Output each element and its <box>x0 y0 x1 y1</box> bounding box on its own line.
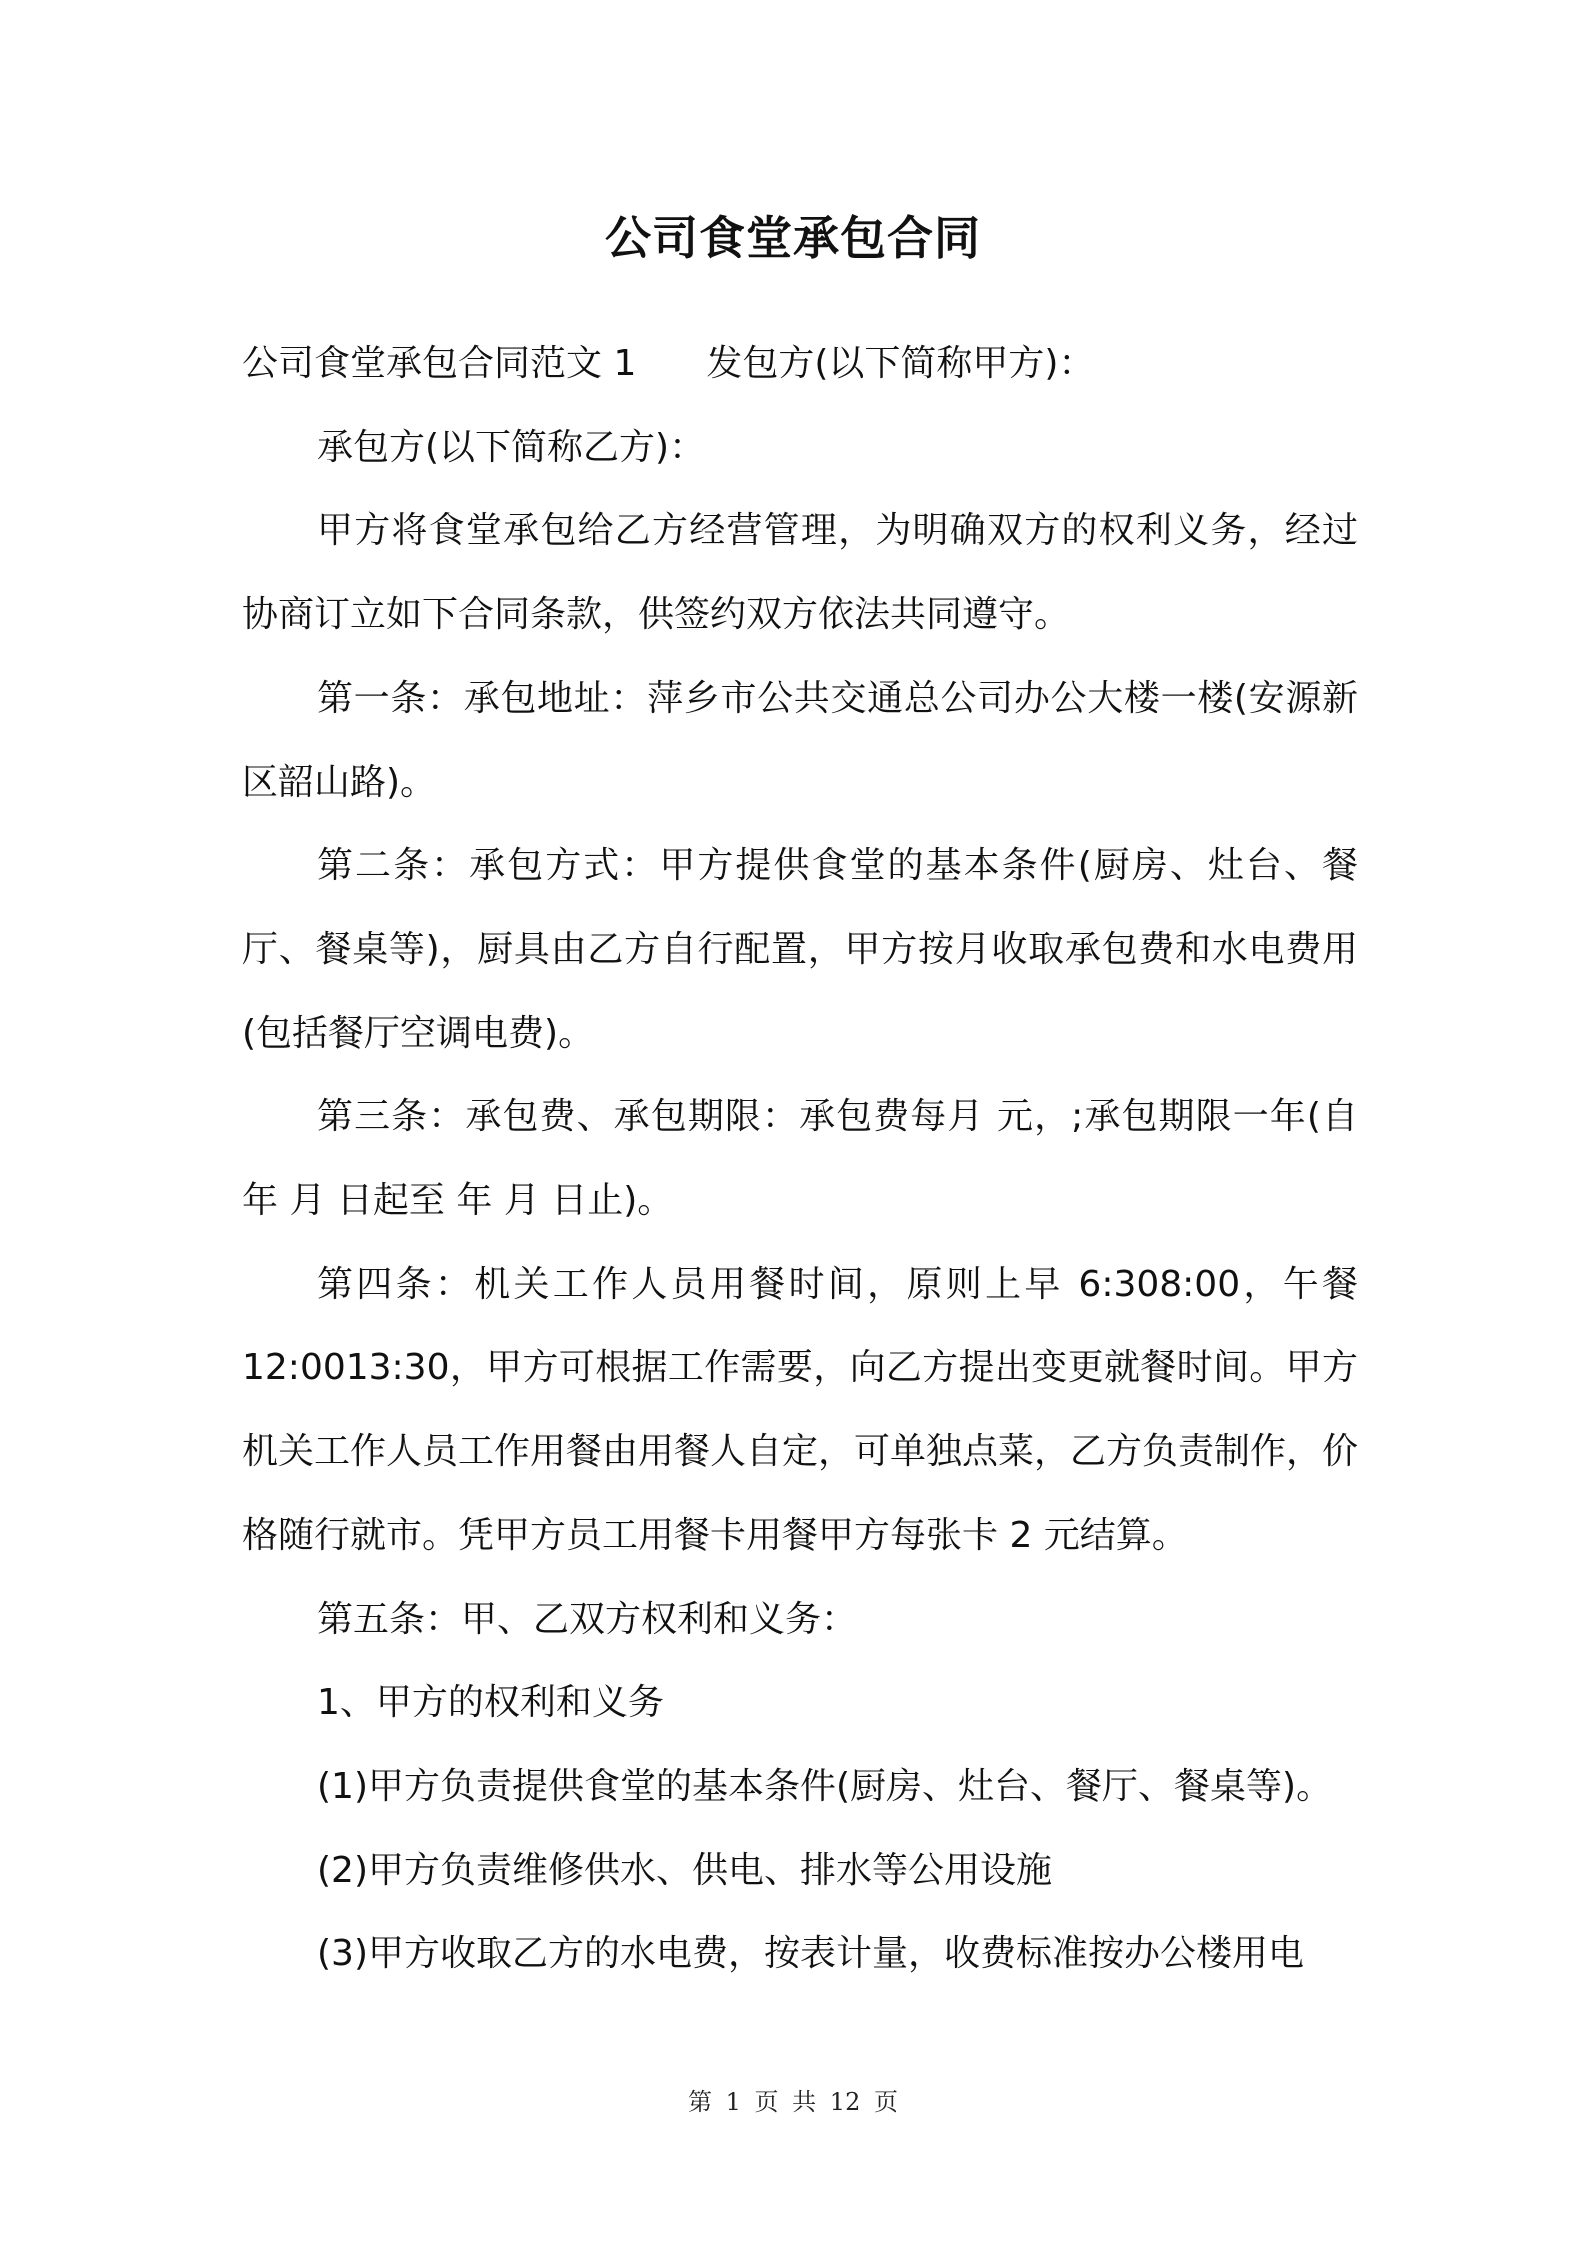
document-title: 公司食堂承包合同 <box>605 211 981 265</box>
paragraph-second-party: 承包方(以下简称乙方)： <box>317 426 706 468</box>
paragraph-article-4: 第四条：机关工作人员用餐时间，原则上早 6:308:00，午餐 12:0013:30，甲方可根据工作需要，向乙方提出变更就餐时间。甲方机关工作人员工作用餐由用餐人自定，可单独点菜，乙方负责制作，价格随行就市。凭甲方员工用餐卡用餐甲方每张卡 2 元结算。 <box>242 1263 1359 1556</box>
page-footer: 第 1 页 共 12 页 <box>688 2088 898 2116</box>
paragraph-item-3: (3)甲方收取乙方的水电费，按表计量，收费标准按办公楼用电 <box>317 1933 1304 1975</box>
paragraph-party-a-heading: 1、甲方的权利和义务 <box>317 1682 664 1724</box>
document-body <box>242 322 1358 1996</box>
paragraph-article-1: 第一条：承包地址：萍乡市公共交通总公司办公大楼一楼(安源新区韶山路)。 <box>242 677 1358 803</box>
paragraph-item-1: (1)甲方负责提供食堂的基本条件(厨房、灶台、餐厅、餐桌等)。 <box>317 1765 1333 1807</box>
paragraph-article-2: 第二条：承包方式：甲方提供食堂的基本条件(厨房、灶台、餐厅、餐桌等)，厨具由乙方自行配置，甲方按月收取承包费和水电费用(包括餐厅空调电费)。 <box>242 845 1358 1054</box>
first-party-label: 发包方(以下简称甲方)： <box>706 343 1095 384</box>
paragraph-article-5: 第五条：甲、乙双方权利和义务： <box>317 1598 858 1640</box>
paragraph-preamble: 甲方将食堂承包给乙方经营管理，为明确双方的权利义务，经过协商订立如下合同条款，供签约双方依法共同遵守。 <box>242 510 1358 636</box>
intro-line <box>242 322 1358 406</box>
paragraph-article-3: 第三条：承包费、承包期限：承包费每月 元，;承包期限一年(自 年 月 日起至 年 月 日止)。 <box>242 1096 1358 1222</box>
paragraph-item-2: (2)甲方负责维修供水、供电、排水等公用设施 <box>317 1849 1052 1891</box>
contract-subtitle: 公司食堂承包合同范文 1 <box>242 343 637 384</box>
